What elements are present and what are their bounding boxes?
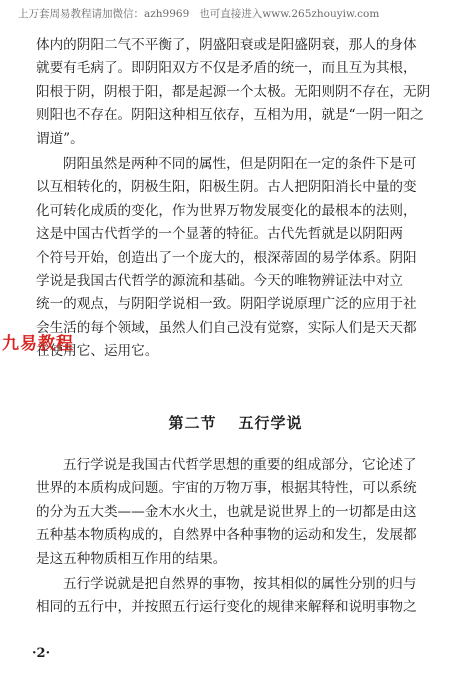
- text-line: 是这五种物质相互作用的结果。: [36, 550, 227, 567]
- header-wechat-text: 上万套周易教程请加微信：azh9969: [18, 8, 190, 20]
- text-line: 阳根于阴，阴根于阳，都是起源一个太极。无阳则阴不存在，无阴: [36, 83, 431, 100]
- text-line: 相同的五行中，并按照五行运行变化的规律来解释和说明事物之: [36, 599, 417, 616]
- text-line: 五行学说就是把自然界的事物，按其相似的属性分别的归与: [63, 576, 417, 592]
- text-line: 会生活的每个领域，虽然人们自己没有觉察，实际人们是天天都: [36, 319, 417, 336]
- text-line: 体内的阴阳二气不平衡了，阴盛阳衰或是阳盛阴衰，那人的身体: [36, 37, 417, 53]
- text-line: 统一的观点，与阴阳学说相一致。阴阳学说原理广泛的应用于社: [36, 296, 417, 313]
- text-line: 以互相转化的，阴极生阳，阳极生阴。古人把阴阳消长中量的变: [36, 179, 417, 196]
- page-number: ·2·: [32, 646, 51, 661]
- text-line: 化可转化成质的变化，作为世界万物发展变化的最根本的法则，: [36, 202, 417, 219]
- paragraph-yin-yang-balance: [36, 34, 441, 151]
- paragraph-yin-yang-transformation: [36, 153, 441, 364]
- paragraph-five-elements-method: [36, 573, 441, 620]
- page-header: [18, 6, 458, 21]
- text-line: 在使用它、运用它。: [36, 343, 159, 360]
- watermark-logo-text: 九易教程: [2, 334, 74, 354]
- text-line: 就要有毛病了。即阴阳双方不仅是矛盾的统一，而且互为其根，: [36, 60, 417, 77]
- section-title: 五行学说: [238, 414, 303, 432]
- header-website-text: 也可直接进入www.265zhouyiw.com: [199, 8, 380, 20]
- text-line: 则阳也不存在。阴阳这种相互依存，互相为用，就是“一阴一阳之: [36, 107, 424, 124]
- text-line: 谓道”。: [36, 130, 84, 147]
- text-line: 个符号开始，创造出了一个庞大的，根深蒂固的易学体系。阴阳: [36, 249, 417, 266]
- text-line: 五行学说是我国古代哲学思想的重要的组成部分，它论述了: [63, 457, 417, 473]
- text-line: 学说是我国古代哲学的源流和基础。今天的唯物辨证法中对立: [36, 273, 404, 290]
- text-line: 世界的本质构成问题。宇宙的万物万事，根据其特性，可以系统: [36, 480, 417, 497]
- text-line: 这是中国古代哲学的一个显著的特征。古代先哲就是以阴阳两: [36, 226, 404, 243]
- section-number: 第二节: [168, 414, 217, 432]
- text-line: 阴阳虽然是两种不同的属性，但是阴阳在一定的条件下是可: [63, 156, 417, 172]
- text-line: 的分为五大类——金木水火土，也就是说世界上的一切都是由这: [36, 503, 417, 520]
- section-heading: [0, 412, 471, 433]
- paragraph-five-elements-intro: [36, 454, 441, 571]
- text-line: 五种基本物质构成的，自然界中各种事物的运动和发生，发展都: [36, 527, 417, 544]
